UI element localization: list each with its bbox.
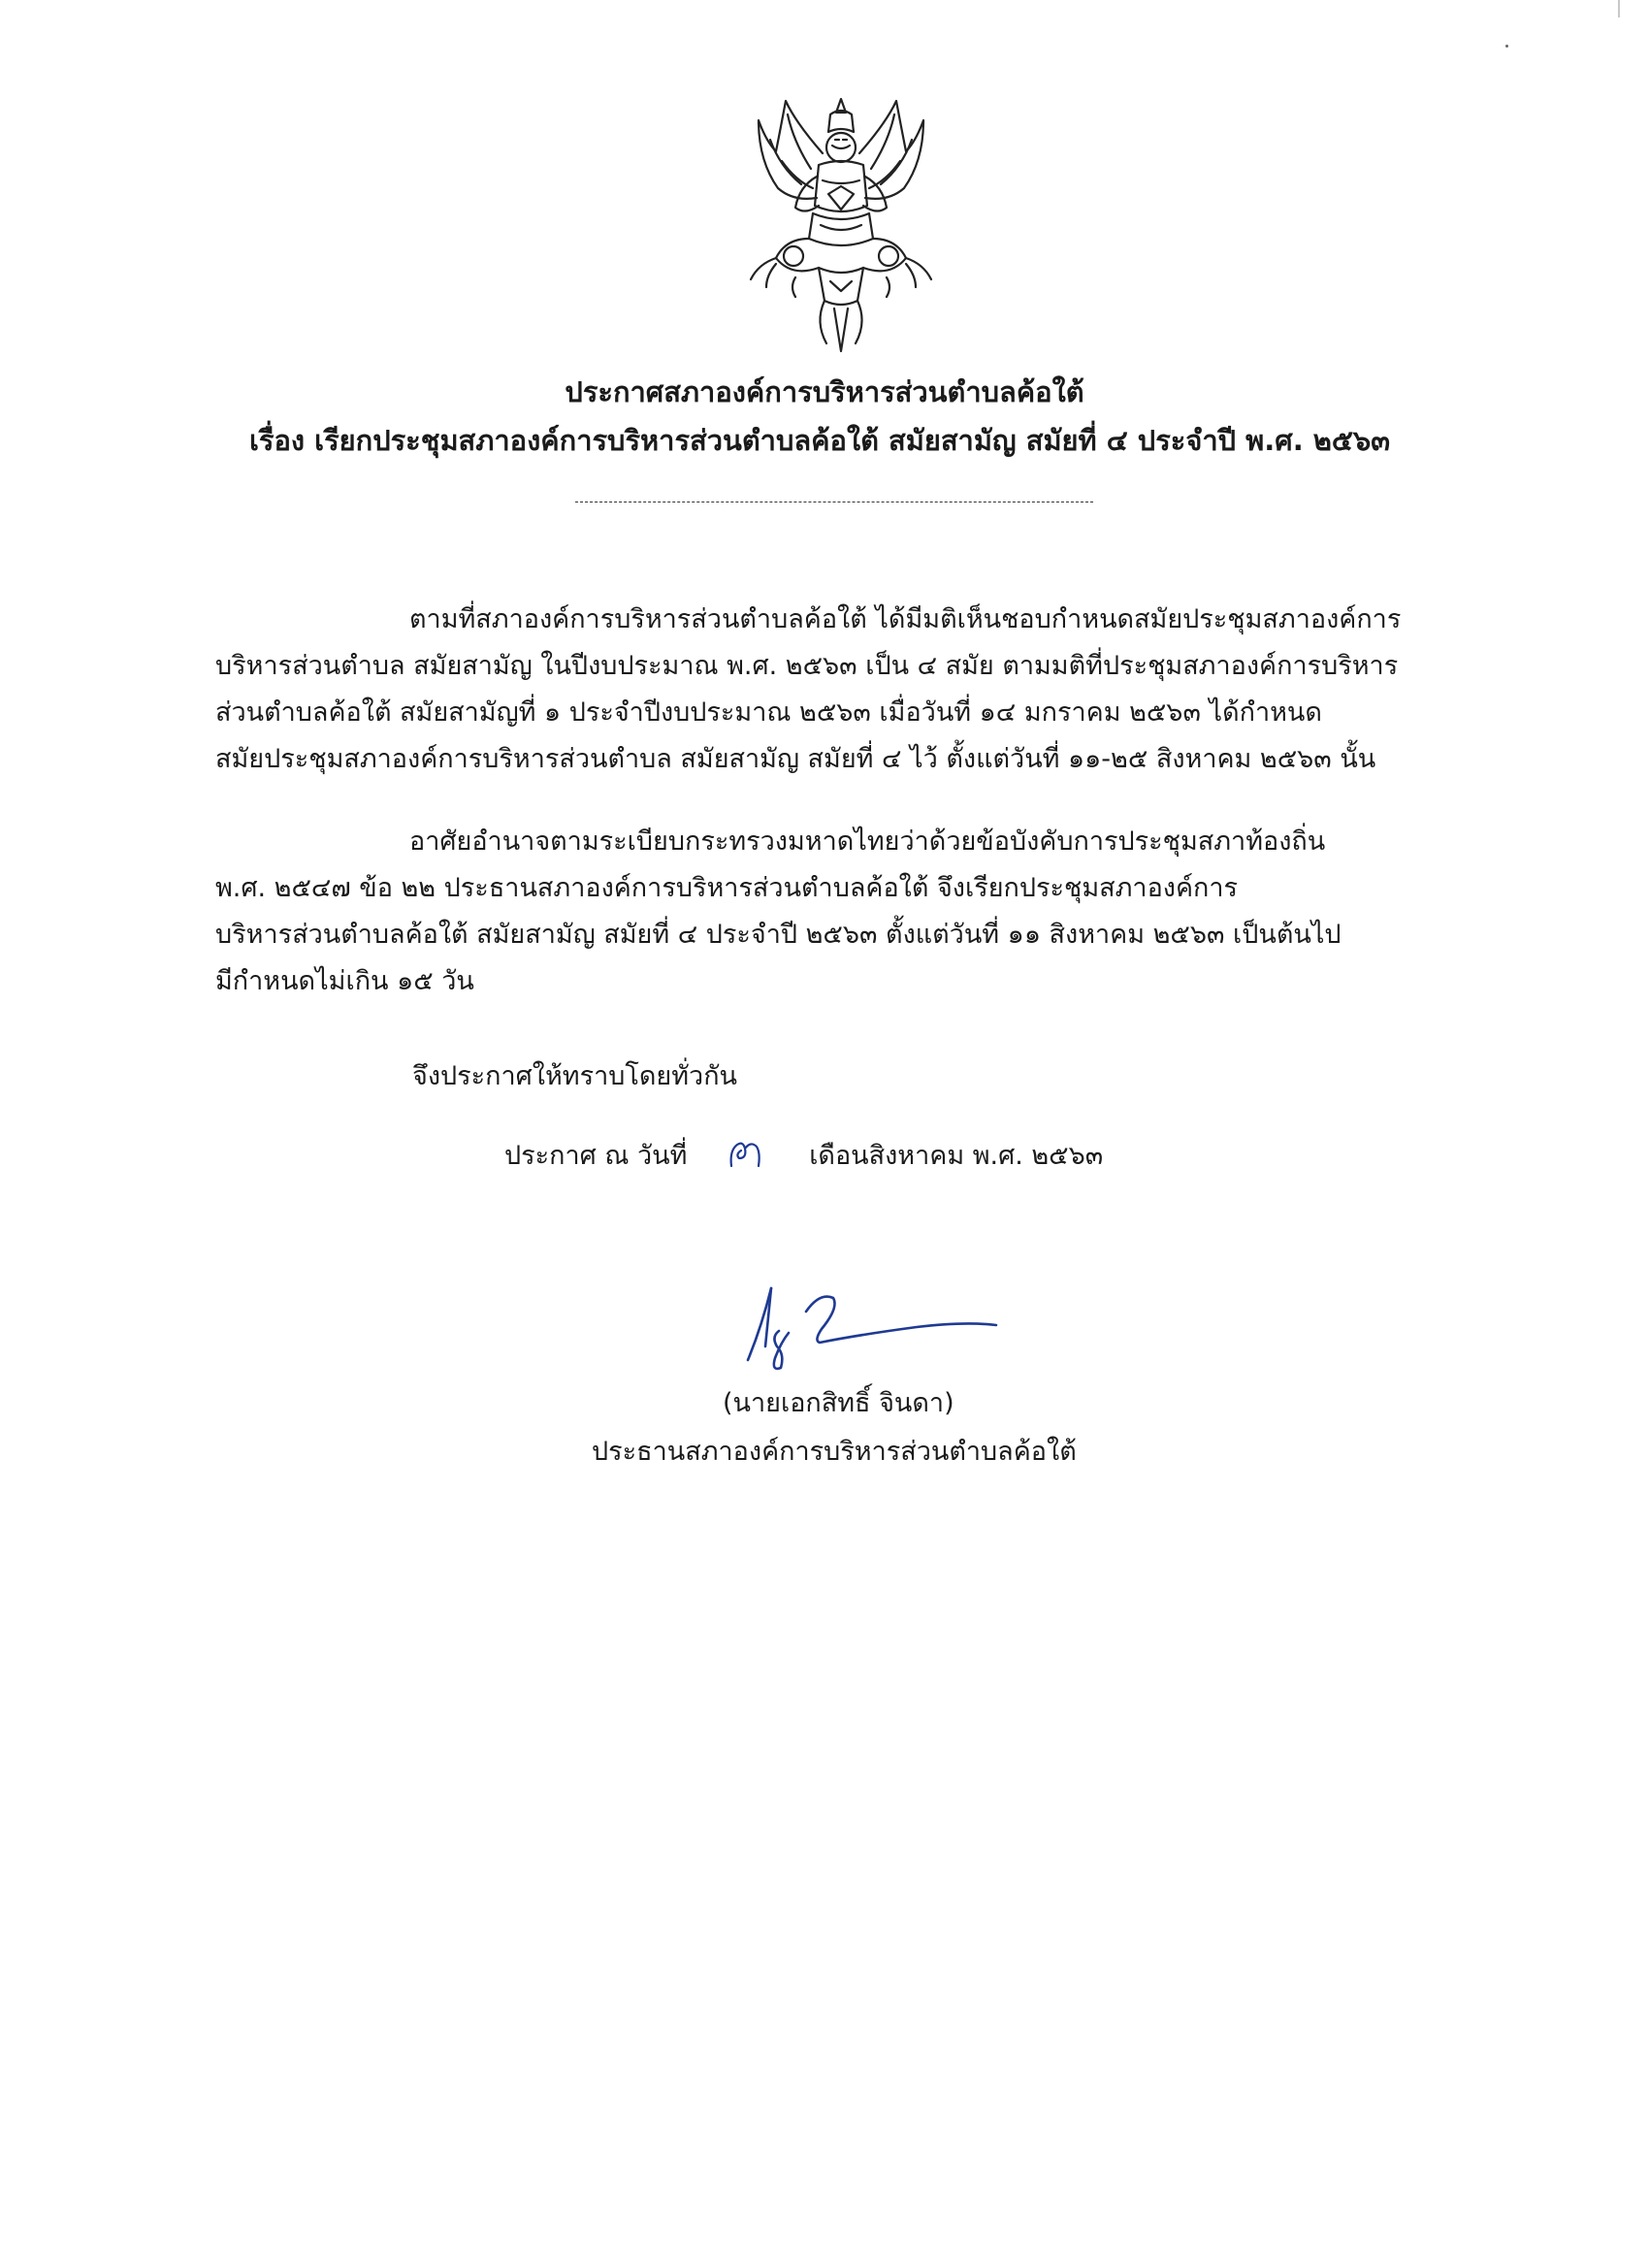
handwritten-signature	[742, 1279, 1004, 1376]
announcement-title: ประกาศสภาองค์การบริหารส่วนตำบลค้อใต้	[565, 375, 1084, 408]
paragraph-line: พ.ศ. ๒๕๔๗ ข้อ ๒๒ ประธานสภาองค์การบริหารส่วนตำบลค้อใต้ จึงเรียกประชุมสภาองค์การ	[215, 873, 1239, 903]
scan-edge-mark	[1618, 0, 1620, 17]
garuda-emblem-icon	[737, 93, 946, 357]
closing-statement: จึงประกาศให้ทราบโดยทั่วกัน	[412, 1061, 737, 1091]
paragraph-1	[215, 597, 1436, 783]
announcement-date	[504, 1134, 1103, 1176]
paragraph-line: บริหารส่วนตำบลค้อใต้ สมัยสามัญ สมัยที่ ๔ ประจำปี ๒๕๖๓ ตั้งแต่วันที่ ๑๑ สิงหาคม ๒๕๖๓ เป็นต้นไป	[215, 920, 1342, 950]
paragraph-line: ส่วนตำบลค้อใต้ สมัยสามัญที่ ๑ ประจำปีงบประมาณ ๒๕๖๓ เมื่อวันที่ ๑๔ มกราคม ๒๕๖๓ ได้กำหนด	[215, 697, 1322, 728]
paragraph-line: สมัยประชุมสภาองค์การบริหารส่วนตำบล สมัยสามัญ สมัยที่ ๔ ไว้ ตั้งแต่วันที่ ๑๑-๒๕ สิงหาคม ๒๕๖๓ นั้น	[215, 744, 1376, 774]
announcement-subject: เรื่อง เรียกประชุมสภาองค์การบริหารส่วนตำบลค้อใต้ สมัยสามัญ สมัยที่ ๔ ประจำปี พ.ศ. ๒๕๖๓	[249, 424, 1391, 457]
paragraph-line: อาศัยอำนาจตามระเบียบกระทรวงมหาดไทยว่าด้วยข้อบังคับการประชุมสภาท้องถิ่น	[409, 826, 1326, 857]
paragraph-line: บริหารส่วนตำบล สมัยสามัญ ในปีงบประมาณ พ.ศ. ๒๕๖๓ เป็น ๔ สมัย ตามมติที่ประชุมสภาองค์การบริหาร	[215, 651, 1399, 681]
date-prefix: ประกาศ ณ วันที่	[504, 1141, 688, 1171]
handwritten-day	[726, 1137, 764, 1170]
date-suffix: เดือนสิงหาคม พ.ศ. ๒๕๖๓	[809, 1141, 1104, 1171]
paragraph-2	[215, 819, 1436, 1005]
paragraph-line: มีกำหนดไม่เกิน ๑๕ วัน	[215, 966, 474, 996]
signer-position: ประธานสภาองค์การบริหารส่วนตำบลค้อใต้	[592, 1437, 1077, 1467]
signer-name: (นายเอกสิทธิ์ จินดา)	[723, 1388, 954, 1418]
scan-speck	[1505, 45, 1508, 48]
paragraph-line: ตามที่สภาองค์การบริหารส่วนตำบลค้อใต้ ได้มีมติเห็นชอบกำหนดสมัยประชุมสภาองค์การ	[409, 604, 1402, 634]
